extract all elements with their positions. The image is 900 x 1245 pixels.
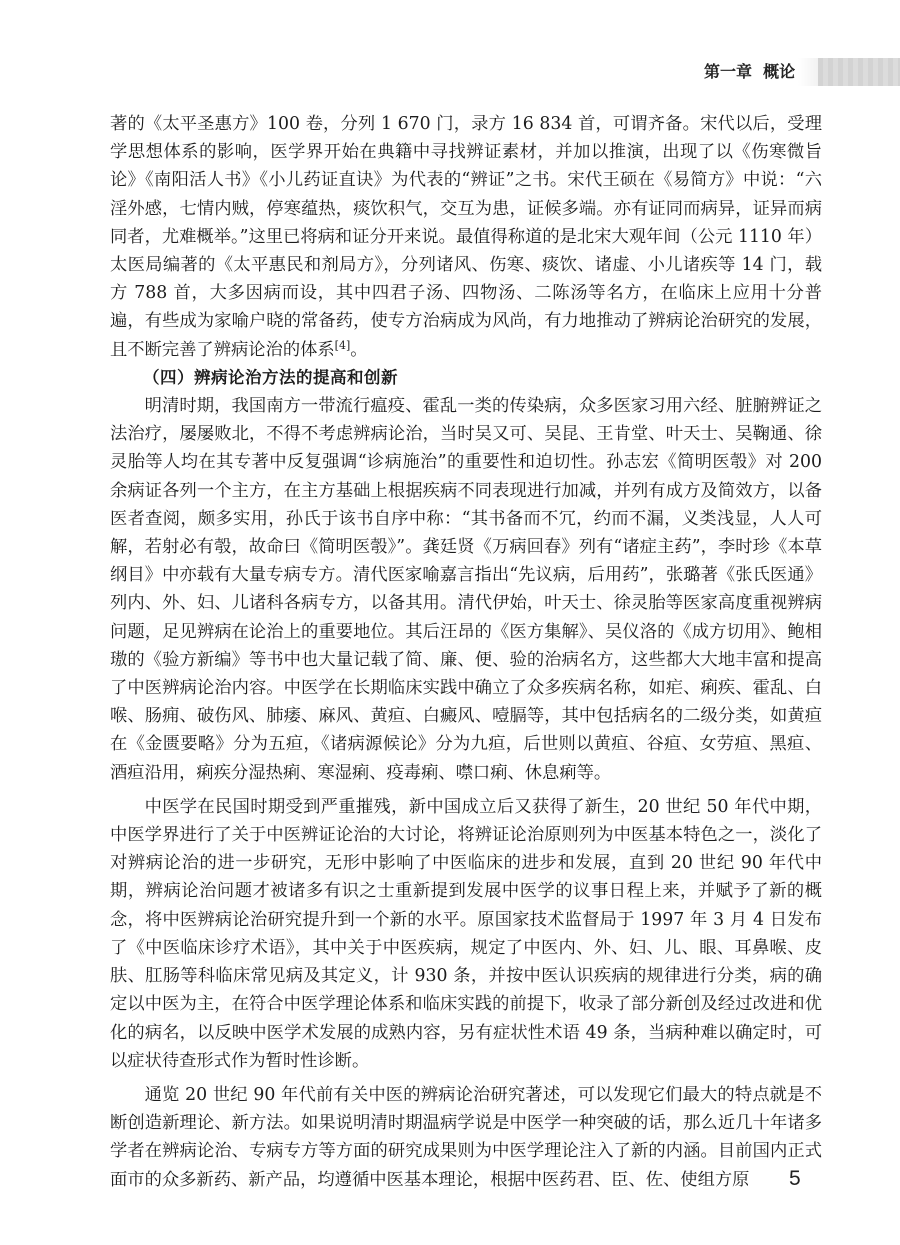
chapter-number: 第一章 — [704, 62, 753, 81]
running-header — [690, 58, 900, 86]
paragraph-continued — [110, 110, 822, 364]
section-heading: （四）辨病论治方法的提高和创新 — [143, 367, 398, 387]
paragraph-text: 著的《太平圣惠方》100 卷，分列 1 670 门，录方 16 834 首，可谓齐备。宋代以后，受理学思想体系的影响，医学界开始在典籍中寻找辨证素材，并加以推演，出现了以《伤寒微旨论》《南阳活人书》《小儿药证直诀》为代表的“辨证”之书。宋代王硕在《易简方》中说：“六淫外感，七情内贼，停寒蕴热，痰饮积气，交互为患，证候多端。亦有证同而病异，证异而病同者，尤难概举。”这里已将病和证分开来说。最值得称道的是北宋大观年间（公元 1110 年）太医局编著的《太平惠民和剂局方》，分列诸风、伤寒、痰饮、诸虚、小儿诸疾等 14 门，载方 788 首，大多因病而设，其中四君子汤、四物汤、二陈汤等名方，在临床上应用十分普遍，有些成为家喻户晓的常备药，使专方治病成为风尚，有力地推动了辨病论治研究的发展，且不断完善了辨病论治的体系 — [110, 114, 822, 360]
running-header-text — [690, 58, 834, 86]
paragraph: 通览 20 世纪 90 年代前有关中医的辨病论治研究著述，可以发现它们最大的特点就是不断创造新理论、新方法。如果说明清时期温病学说是中医学一种突破的话，那么近几十年诸多学者在辨病论治、专病专方等方面的研究成果则为中医学理论注入了新的内涵。目前国内正式面市的众多新药、新产品，均遵循中医基本理论，根据中医药君、臣、佐、使组方原 — [110, 1084, 822, 1190]
page-body — [110, 110, 822, 1194]
chapter-title: 概论 — [763, 62, 796, 81]
paragraph: 明清时期，我国南方一带流行瘟疫、霍乱一类的传染病，众多医家习用六经、脏腑辨证之法治疗，屡屡败北，不得不考虑辨病论治，当时吴又可、吴昆、王肯堂、叶天士、吴鞠通、徐灵胎等人均在其专著中反复强调“诊病施治”的重要性和迫切性。孙志宏《简明医彀》对 200 余病证各列一个主方，在主方基础上根据疾病不同表现进行加减，并列有成方及简效方，以备医者查阅，颇多实用，孙氏于该书自序中称：“其书备而不冗，约而不漏，义类浅显，人人可解，若射必有彀，故命曰《简明医彀》”。龚廷贤《万病回春》列有“诸症主药”，李时珍《本草纲目》中亦载有大量专病专方。清代医家喻嘉言指出“先议病，后用药”，张璐著《张氏医通》列内、外、妇、儿诸科各病专方，以备其用。清代伊始，叶天士、徐灵胎等医家高度重视辨病问题，足见辨病在论治上的重要地位。其后汪昂的《医方集解》、吴仪洛的《成方切用》、鲍相璈的《验方新编》等书中也大量记载了简、廉、便、验的治病名方，这些都大大地丰富和提高了中医辨病论治内容。中医学在长期临床实践中确立了众多疾病名称，如疟、痢疾、霍乱、白喉、肠痈、破伤风、肺痿、麻风、黄疸、白癜风、噎膈等，其中包括病名的二级分类，如黄疸在《金匮要略》分为五疸，《诸病源候论》分为九疸，后世则以黄疸、谷疸、女劳疸、黑疸、酒疸沿用，痢疾分湿热痢、寒湿痢、疫毒痢、噤口痢、休息痢等。 — [110, 396, 822, 783]
citation-ref: [4] — [334, 338, 351, 352]
paragraph-end: 。 — [350, 339, 368, 360]
page-number: 5 — [789, 1167, 801, 1190]
paragraph: 中医学在民国时期受到严重摧残，新中国成立后又获得了新生，20 世纪 50 年代中期，中医学界进行了关于中医辨证论治的大讨论，将辨证论治原则列为中医基本特色之一，淡化了对辨病论治的进一步研究，无形中影响了中医临床的进步和发展，直到 20 世纪 90 年代中期，辨病论治问题才被诸多有识之士重新提到发展中医学的议事日程上来，并赋予了新的概念，将中医辨病论治研究提升到一个新的水平。原国家技术监督局于 1997 年 3 月 4 日发布了《中医临床诊疗术语》，其中关于中医疾病，规定了中医内、外、妇、儿、眼、耳鼻喉、皮肤、肛肠等科临床常见病及其定义，计 930 条，并按中医认识疾病的规律进行分类，病的确定以中医为主，在符合中医学理论体系和临床实践的前提下，收录了部分新创及经过改进和优化的病名，以反映中医学术发展的成熟内容，另有症状性术语 49 条，当病种难以确定时，可以症状待查形式作为暂时性诊断。 — [110, 796, 822, 1071]
header-decoration — [818, 58, 900, 86]
